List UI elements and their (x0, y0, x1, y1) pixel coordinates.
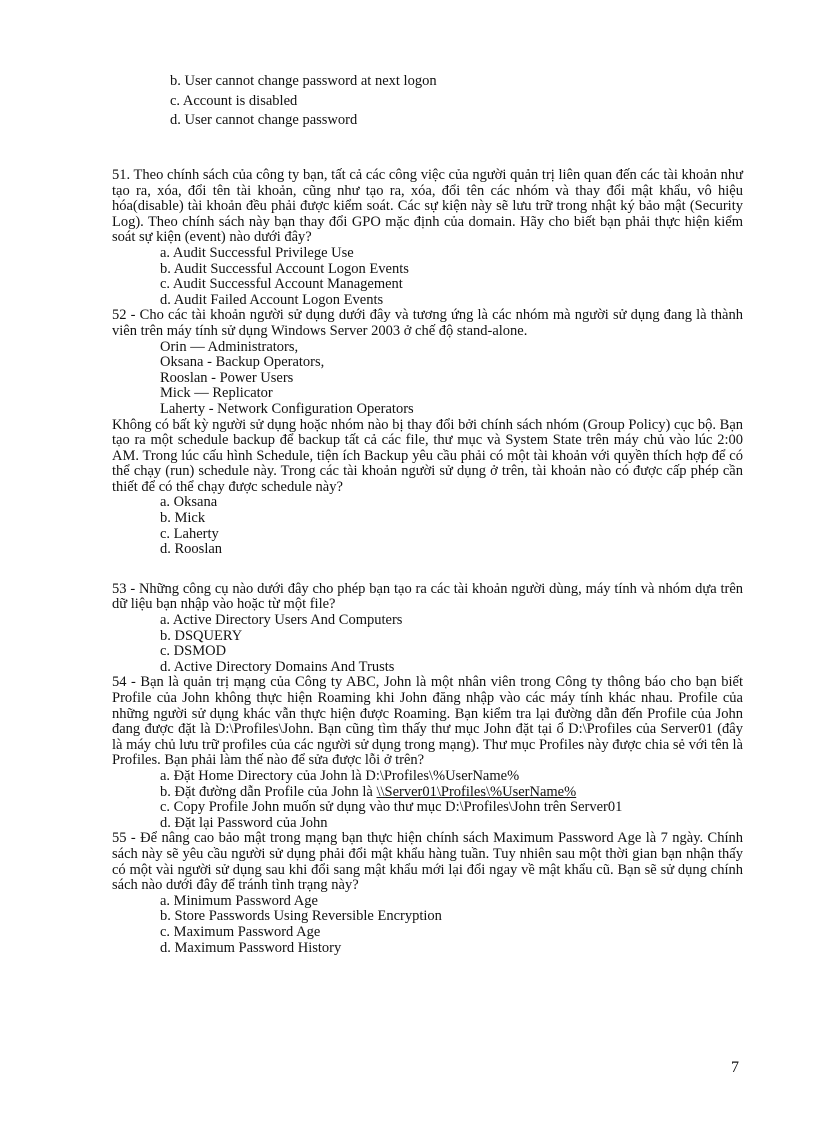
option: a. Đặt Home Directory của John là D:\Profiles\%UserName% (160, 767, 520, 784)
option: b. DSQUERY (160, 627, 243, 644)
option-text: b. Đặt đường dẫn Profile của John là (160, 783, 377, 800)
unc-path-link: \\Server01\Profiles\%UserName% (376, 783, 577, 800)
member: Mick — Replicator (160, 385, 273, 402)
member: Oksana - Backup Operators, (160, 354, 325, 371)
option: b. Audit Successful Account Logon Events (160, 260, 409, 277)
option: c. Audit Successful Account Management (160, 276, 403, 293)
questions-body (112, 168, 743, 956)
option: b. Mick (160, 510, 206, 527)
member: Rooslan - Power Users (160, 369, 294, 386)
member: Orin — Administrators, (160, 338, 299, 355)
option: a. Active Directory Users And Computers (160, 612, 403, 629)
option: a. Oksana (160, 494, 218, 511)
option: c. DSMOD (160, 643, 227, 660)
member: Laherty - Network Configuration Operators (160, 400, 414, 417)
option: b. User cannot change password at next logon (170, 73, 437, 89)
option: a. Audit Successful Privilege Use (160, 244, 354, 261)
option: c. Laherty (160, 525, 219, 542)
question-51: 51. Theo chính sách của công ty bạn, tất cả các công việc của người quản trị liên quan đến các tài khoản như tạo ra, xóa, đổi tên tài khoản, cũng như tạo ra, xóa, đổi tên các nhóm và thay đổi mật khẩu, vô hiệu hóa(disable) tài khoản đều phải được kiểm soát. Các sự kiện này sẽ lưu trữ trong nhật ký bảo mật (Security Log). Theo chính sách này bạn thay đổi GPO mặc định của domain. Hãy cho biết bạn phải thực hiện kiểm soát sự kiện (event) nào dưới đây? (112, 167, 743, 246)
option: d. Audit Failed Account Logon Events (160, 291, 384, 308)
option: d. Rooslan (160, 541, 223, 558)
page-number: 7 (731, 1059, 739, 1076)
question-52: 52 - Cho các tài khoản người sử dụng dưới đây và tương ứng là các nhóm mà người sử dụng đang là thành viên trên máy tính sử dụng Windows Server 2003 ở chế độ stand-alone. (112, 307, 743, 339)
question-52-body: Không có bất kỳ người sử dụng hoặc nhóm nào bị thay đổi bởi chính sách nhóm (Group Policy) cục bộ. Bạn tạo ra một schedule backup để backup tất cả các file, thư mục và System State trên máy chủ vào lúc 2:00 AM. Trong lúc cấu hình Schedule, tiện ích Backup yêu cầu phải có một tài khoản với quyền thích hợp để có thể chạy (run) schedule này. Trong các tài khoản người sử dụng ở trên, tài khoản nào có được cấp phép cần thiết để có thể chạy được schedule này? (112, 416, 743, 495)
question-54: 54 - Bạn là quản trị mạng của Công ty ABC, John là một nhân viên trong Công ty thông báo cho bạn biết Profile của John không thực hiện Roaming khi John đăng nhập vào các máy tính khác nhau. Profile của những người sử dụng khác vẫn thực hiện được Roaming. Bạn kiểm tra lại đường dẫn đến Profile của John đang được đặt là D:\Profiles\John. Bạn cũng tìm thấy thư mục John đặt tại ổ D:\Profiles của Server01 (đây là máy chủ lưu trữ profiles của các người sử dụng trong mạng). Thư mục Profiles này được chia sẻ với tên là Profiles. Bạn phải làm thế nào để sửa được lỗi ở trên? (112, 674, 743, 769)
option: c. Copy Profile John muốn sử dụng vào thư mục D:\Profiles\John trên Server01 (160, 799, 623, 816)
question-55: 55 - Để nâng cao bảo mật trong mạng bạn thực hiện chính sách Maximum Password Age là 7 ngày. Chính sách này sẽ yêu cầu người sử dụng phải đổi mật khẩu hàng tuần. Tuy nhiên sau một thời gian bạn nhận thấy có một vài người sử dụng sau khi đổi sang mật khẩu mới lại đổi ngay về mật khẩu cũ. Bạn sẽ sử dụng chính sách nào dưới đây để tránh tình trạng này? (112, 830, 743, 894)
option: d. User cannot change password (170, 112, 358, 129)
option (160, 785, 743, 801)
previous-question-options (112, 72, 743, 131)
option: b. Store Passwords Using Reversible Encryption (160, 908, 442, 925)
spacer (112, 558, 743, 582)
option: a. Minimum Password Age (160, 892, 318, 909)
option: d. Maximum Password History (160, 939, 342, 956)
option: c. Maximum Password Age (160, 923, 321, 940)
option: d. Đặt lại Password của John (160, 814, 328, 831)
question-53: 53 - Những công cụ nào dưới đây cho phép bạn tạo ra các tài khoản người dùng, máy tính và nhóm dựa trên dữ liệu bạn nhập vào hoặc từ một file? (112, 580, 743, 613)
option: d. Active Directory Domains And Trusts (160, 658, 395, 675)
option: c. Account is disabled (170, 92, 298, 109)
